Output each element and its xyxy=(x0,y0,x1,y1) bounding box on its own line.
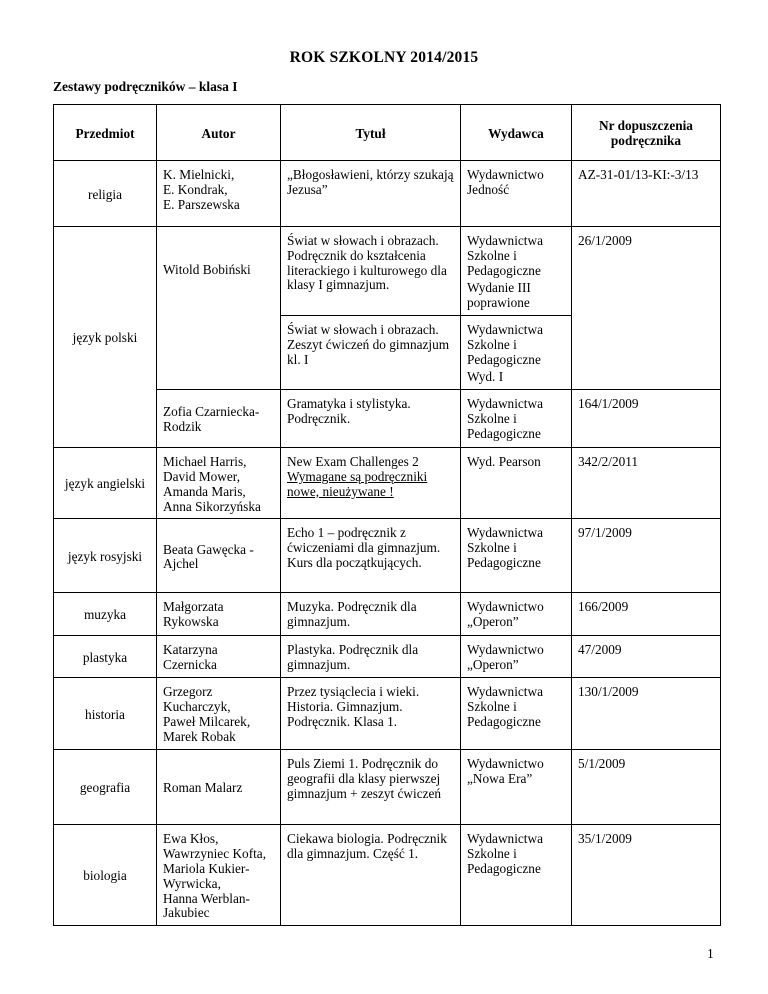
subject-cell: plastyka xyxy=(54,636,157,678)
publisher-name: Wydawnictwa Szkolne i Pedagogiczne xyxy=(467,322,543,367)
author-name: Wawrzyniec Kofta, xyxy=(163,846,267,862)
publisher-cell: Wydawnictwa Szkolne i Pedagogiczne xyxy=(461,825,572,926)
title-cell: „Błogosławieni, którzy szukają Jezusa” xyxy=(281,161,461,227)
approval-cell: 35/1/2009 xyxy=(572,825,721,926)
title-cell: Przez tysiąclecia i wieki. Historia. Gimnazjum. Podręcznik. Klasa 1. xyxy=(281,678,461,750)
title-cell: Świat w słowach i obrazach. Podręcznik do kształcenia literackiego i kulturowego dla klasy I gimnazjum. xyxy=(281,227,461,316)
title-cell: Ciekawa biologia. Podręcznik dla gimnazjum. Część 1. xyxy=(281,825,461,926)
publisher-cell xyxy=(461,316,572,390)
subject-cell: język polski xyxy=(54,227,157,448)
title-cell xyxy=(281,448,461,519)
publisher-cell: Wydawnictwo „Operon” xyxy=(461,636,572,678)
approval-cell: 342/2/2011 xyxy=(572,448,721,519)
author-name: E. Parszewska xyxy=(163,196,240,212)
author-name: Mariola Kukier-Wyrwicka, xyxy=(163,860,250,891)
author-name: Grzegorz Kucharczyk, xyxy=(163,684,231,715)
table-row xyxy=(54,750,721,825)
title-cell: Puls Ziemi 1. Podręcznik do geografii dla klasy pierwszej gimnazjum + zeszyt ćwiczeń xyxy=(281,750,461,825)
subject-cell: religia xyxy=(54,161,157,227)
publisher-cell: Wyd. Pearson xyxy=(461,448,572,519)
author-name: David Mower, xyxy=(163,468,241,484)
subject-cell: język angielski xyxy=(54,448,157,519)
author-name: Amanda Maris, xyxy=(163,483,246,499)
author-cell: Małgorzata Rykowska xyxy=(157,593,281,636)
book-title: New Exam Challenges 2 xyxy=(287,454,419,470)
author-cell: Katarzyna Czernicka xyxy=(157,636,281,678)
table-row xyxy=(54,227,721,316)
publisher-cell: Wydawnictwo Jedność xyxy=(461,161,572,227)
title-cell: Muzyka. Podręcznik dla gimnazjum. xyxy=(281,593,461,636)
publisher-cell: Wydawnictwo „Operon” xyxy=(461,593,572,636)
requirement-note: Wymagane są podręczniki nowe, nieużywane ! xyxy=(287,468,428,499)
approval-cell: 97/1/2009 xyxy=(572,519,721,593)
header-title: Tytuł xyxy=(281,105,461,161)
author-name: Hanna Werblan-Jakubiec xyxy=(163,890,250,921)
author-cell xyxy=(157,161,281,227)
approval-cell: 164/1/2009 xyxy=(572,390,721,448)
subject-cell: biologia xyxy=(54,825,157,926)
approval-cell: 5/1/2009 xyxy=(572,750,721,825)
author-cell xyxy=(157,448,281,519)
title-cell: Echo 1 – podręcznik z ćwiczeniami dla gimnazjum. Kurs dla początkujących. xyxy=(281,519,461,593)
title-cell: Plastyka. Podręcznik dla gimnazjum. xyxy=(281,636,461,678)
author-cell: Beata Gawęcka - Ajchel xyxy=(157,519,281,593)
subject-cell: geografia xyxy=(54,750,157,825)
author-cell: Roman Malarz xyxy=(157,750,281,825)
author-cell: Zofia Czarniecka-Rodzik xyxy=(157,390,281,448)
section-subtitle: Zestawy podręczników – klasa I xyxy=(53,79,238,94)
page-number: 1 xyxy=(707,946,714,961)
publisher-edition: Wyd. I xyxy=(467,369,504,385)
header-approval: Nr dopuszczenia podręcznika xyxy=(572,105,721,161)
subject-cell: język rosyjski xyxy=(54,519,157,593)
author-cell: Witold Bobiński xyxy=(157,227,281,390)
publisher-name: Wydawnictwa Szkolne i Pedagogiczne xyxy=(467,233,543,278)
publisher-cell: Wydawnictwa Szkolne i Pedagogiczne xyxy=(461,678,572,750)
table-header-row xyxy=(54,105,721,161)
title-cell: Gramatyka i stylistyka. Podręcznik. xyxy=(281,390,461,448)
page-title: ROK SZKOLNY 2014/2015 xyxy=(289,49,479,66)
table-row xyxy=(54,519,721,593)
author-name: K. Mielnicki, xyxy=(163,167,235,182)
approval-cell: 47/2009 xyxy=(572,636,721,678)
approval-cell: AZ-31-01/13-KI:-3/13 xyxy=(572,161,721,227)
table-row xyxy=(54,161,721,227)
author-name: E. Kondrak, xyxy=(163,181,228,197)
header-publisher: Wydawca xyxy=(461,105,572,161)
table-row xyxy=(54,448,721,519)
header-author: Autor xyxy=(157,105,281,161)
textbook-table xyxy=(53,104,721,926)
table-row xyxy=(54,636,721,678)
subject-cell: muzyka xyxy=(54,593,157,636)
approval-cell: 166/2009 xyxy=(572,593,721,636)
table-row xyxy=(54,678,721,750)
author-name: Anna Sikorzyńska xyxy=(163,498,261,514)
table-row xyxy=(54,593,721,636)
header-subject: Przedmiot xyxy=(54,105,157,161)
author-cell xyxy=(157,825,281,926)
publisher-cell: Wydawnictwa Szkolne i Pedagogiczne xyxy=(461,390,572,448)
author-name: Paweł Milcarek, xyxy=(163,713,251,729)
publisher-edition: Wydanie III poprawione xyxy=(467,280,531,311)
author-cell xyxy=(157,678,281,750)
author-name: Ewa Kłos, xyxy=(163,831,219,847)
subject-cell: historia xyxy=(54,678,157,750)
author-name: Marek Robak xyxy=(163,728,236,744)
publisher-cell: Wydawnictwa Szkolne i Pedagogiczne xyxy=(461,519,572,593)
publisher-cell: Wydawnictwo „Nowa Era” xyxy=(461,750,572,825)
table-row xyxy=(54,825,721,926)
publisher-cell xyxy=(461,227,572,316)
approval-cell: 26/1/2009 xyxy=(572,227,721,390)
author-name: Michael Harris, xyxy=(163,454,247,470)
approval-cell: 130/1/2009 xyxy=(572,678,721,750)
title-cell: Świat w słowach i obrazach. Zeszyt ćwiczeń do gimnazjum kl. I xyxy=(281,316,461,390)
